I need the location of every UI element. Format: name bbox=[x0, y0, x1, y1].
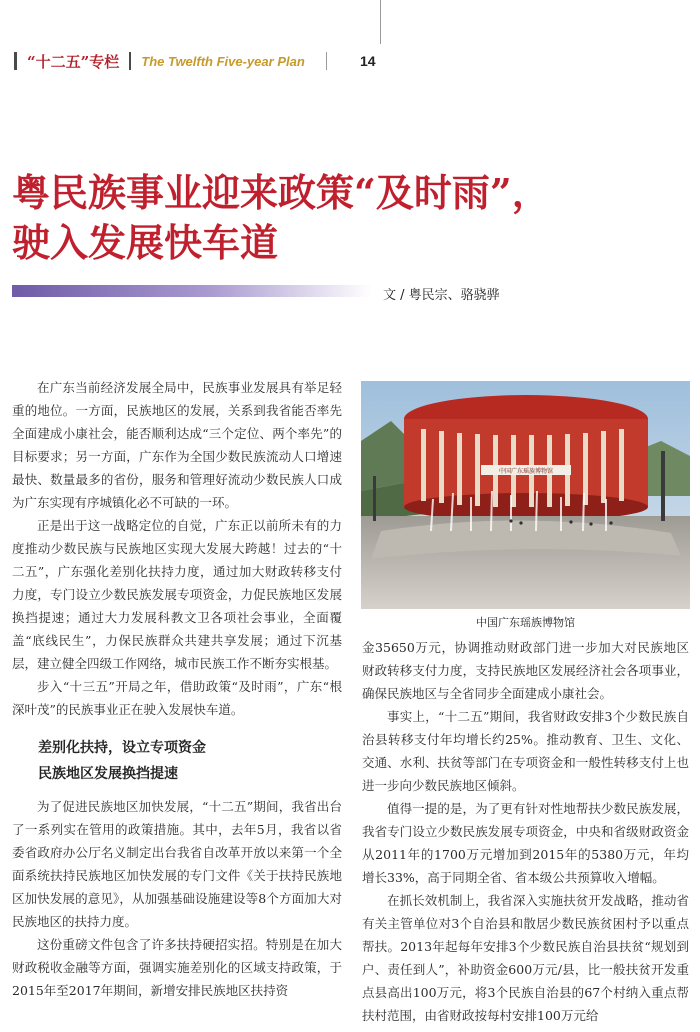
paragraph: 事实上，“十二五”期间，我省财政安排3个少数民族自治县转移支付年均增长约25%。推动教育、卫生、文化、交通、水利、扶贫等部门在专项资金和一般性转移支付上也进一步向少数民族地区倾斜。 bbox=[362, 709, 689, 793]
header-bar bbox=[14, 52, 17, 70]
paragraph: 步入“十三五”开局之年，借助政策“及时雨”，广东“根深叶茂”的民族事业正在驶入发展快车道。 bbox=[12, 679, 342, 717]
top-divider-line bbox=[380, 0, 381, 44]
byline: 文 / 粤民宗、骆骁骅 bbox=[383, 288, 500, 303]
paragraph: 正是出于这一战略定位的自觉，广东正以前所未有的力度推动少数民族与民族地区实现大发展大跨越！过去的“十二五”，广东强化差别化扶持力度，通过加大财政转移支付力度，专门设立少数民族发展专项资金，力促民族地区发展换挡提速；通过大力发展科教文卫各项社会事业，全面覆盖“底线民生”，力保民族群众共建共享发展；通过下沉基层，建立健全四级工作网络，城市民族工作不断夯实根基。 bbox=[12, 518, 342, 671]
right-column bbox=[362, 636, 689, 1027]
subheading-line-1: 差别化扶持，设立专项资金 bbox=[38, 740, 206, 756]
photo-caption: 中国广东瑶族博物馆 bbox=[476, 616, 575, 629]
page-number: 14 bbox=[360, 53, 376, 69]
paragraph: 为了促进民族地区加快发展，“十二五”期间，我省出台了一系列实在管用的政策措施。其中，去年5月，我省以省委省政府办公厅名义制定出台我省自改革开放以来第一个全面系统扶持民族地区加快发展的专门文件《关于扶持民族地区加快发展的意见》，从加强基础设施建设等8个方面加大对民族地区的扶持力度。 bbox=[12, 799, 342, 929]
paragraph: 在广东当前经济发展全局中，民族事业发展具有举足轻重的地位。一方面，民族地区的发展，关系到我省能否率先全面建成小康社会，能否顺利达成“三个定位、两个率先”的目标要求；另一方面，广东作为全国少数民族流动人口增速最快、数量最多的省份，服务和管理好流动少数民族人口成为广东实现有序城镇化必不可缺的一环。 bbox=[12, 380, 342, 510]
title-line-2: 驶入发展快车道 bbox=[12, 220, 279, 265]
paragraph: 在抓长效机制上，我省深入实施扶贫开发战略，推动省有关主管单位对3个自治县和散居少数民族贫困村予以重点帮扶。2013年起每年安排3个少数民族自治县扶贫“规划到户、责任到人”，补助资金600万元/县，比一般扶贫开发重点县高出100万元，将3个民族自治县的67个村纳入重点帮扶村范围，由省财政按每村安排100万元给 bbox=[362, 893, 689, 1023]
left-column bbox=[12, 376, 342, 1002]
header-separator-right bbox=[326, 52, 327, 70]
museum-sign: 中国广东瑶族博物馆 bbox=[498, 468, 554, 475]
title-line-1: 粤民族事业迎来政策“及时雨”， bbox=[12, 170, 550, 215]
museum-illustration bbox=[361, 381, 690, 609]
title-gradient-rule bbox=[12, 285, 372, 297]
paragraph: 值得一提的是，为了更有针对性地帮扶少数民族发展，我省专门设立少数民族发展专项资金，中央和省级财政资金从2011年的1700万元增加到2015年的5380万元，年均增长33%，高于同期全省、省本级公共预算收入增幅。 bbox=[362, 801, 689, 885]
paragraph-continued: 金35650万元，协调推动财政部门进一步加大对民族地区财政转移支付力度，支持民族地区发展经济社会各项事业，确保民族地区与全省同步全面建成小康社会。 bbox=[362, 640, 689, 701]
subheading-line-2: 民族地区发展换挡提速 bbox=[38, 766, 178, 782]
header-separator bbox=[129, 52, 131, 70]
column-name-en: The Twelfth Five-year Plan bbox=[141, 53, 305, 69]
paragraph: 这份重磅文件包含了许多扶持硬招实招。特别是在加大财政税收金融等方面，强调实施差别化的区域支持政策，于2015年至2017年期间，新增安排民族地区扶持资 bbox=[12, 937, 342, 998]
column-name-cn: “十二五”专栏 bbox=[27, 52, 120, 71]
article-title bbox=[12, 168, 692, 268]
museum-photo bbox=[361, 381, 690, 609]
section-subheading bbox=[12, 735, 342, 787]
running-header bbox=[14, 50, 305, 72]
